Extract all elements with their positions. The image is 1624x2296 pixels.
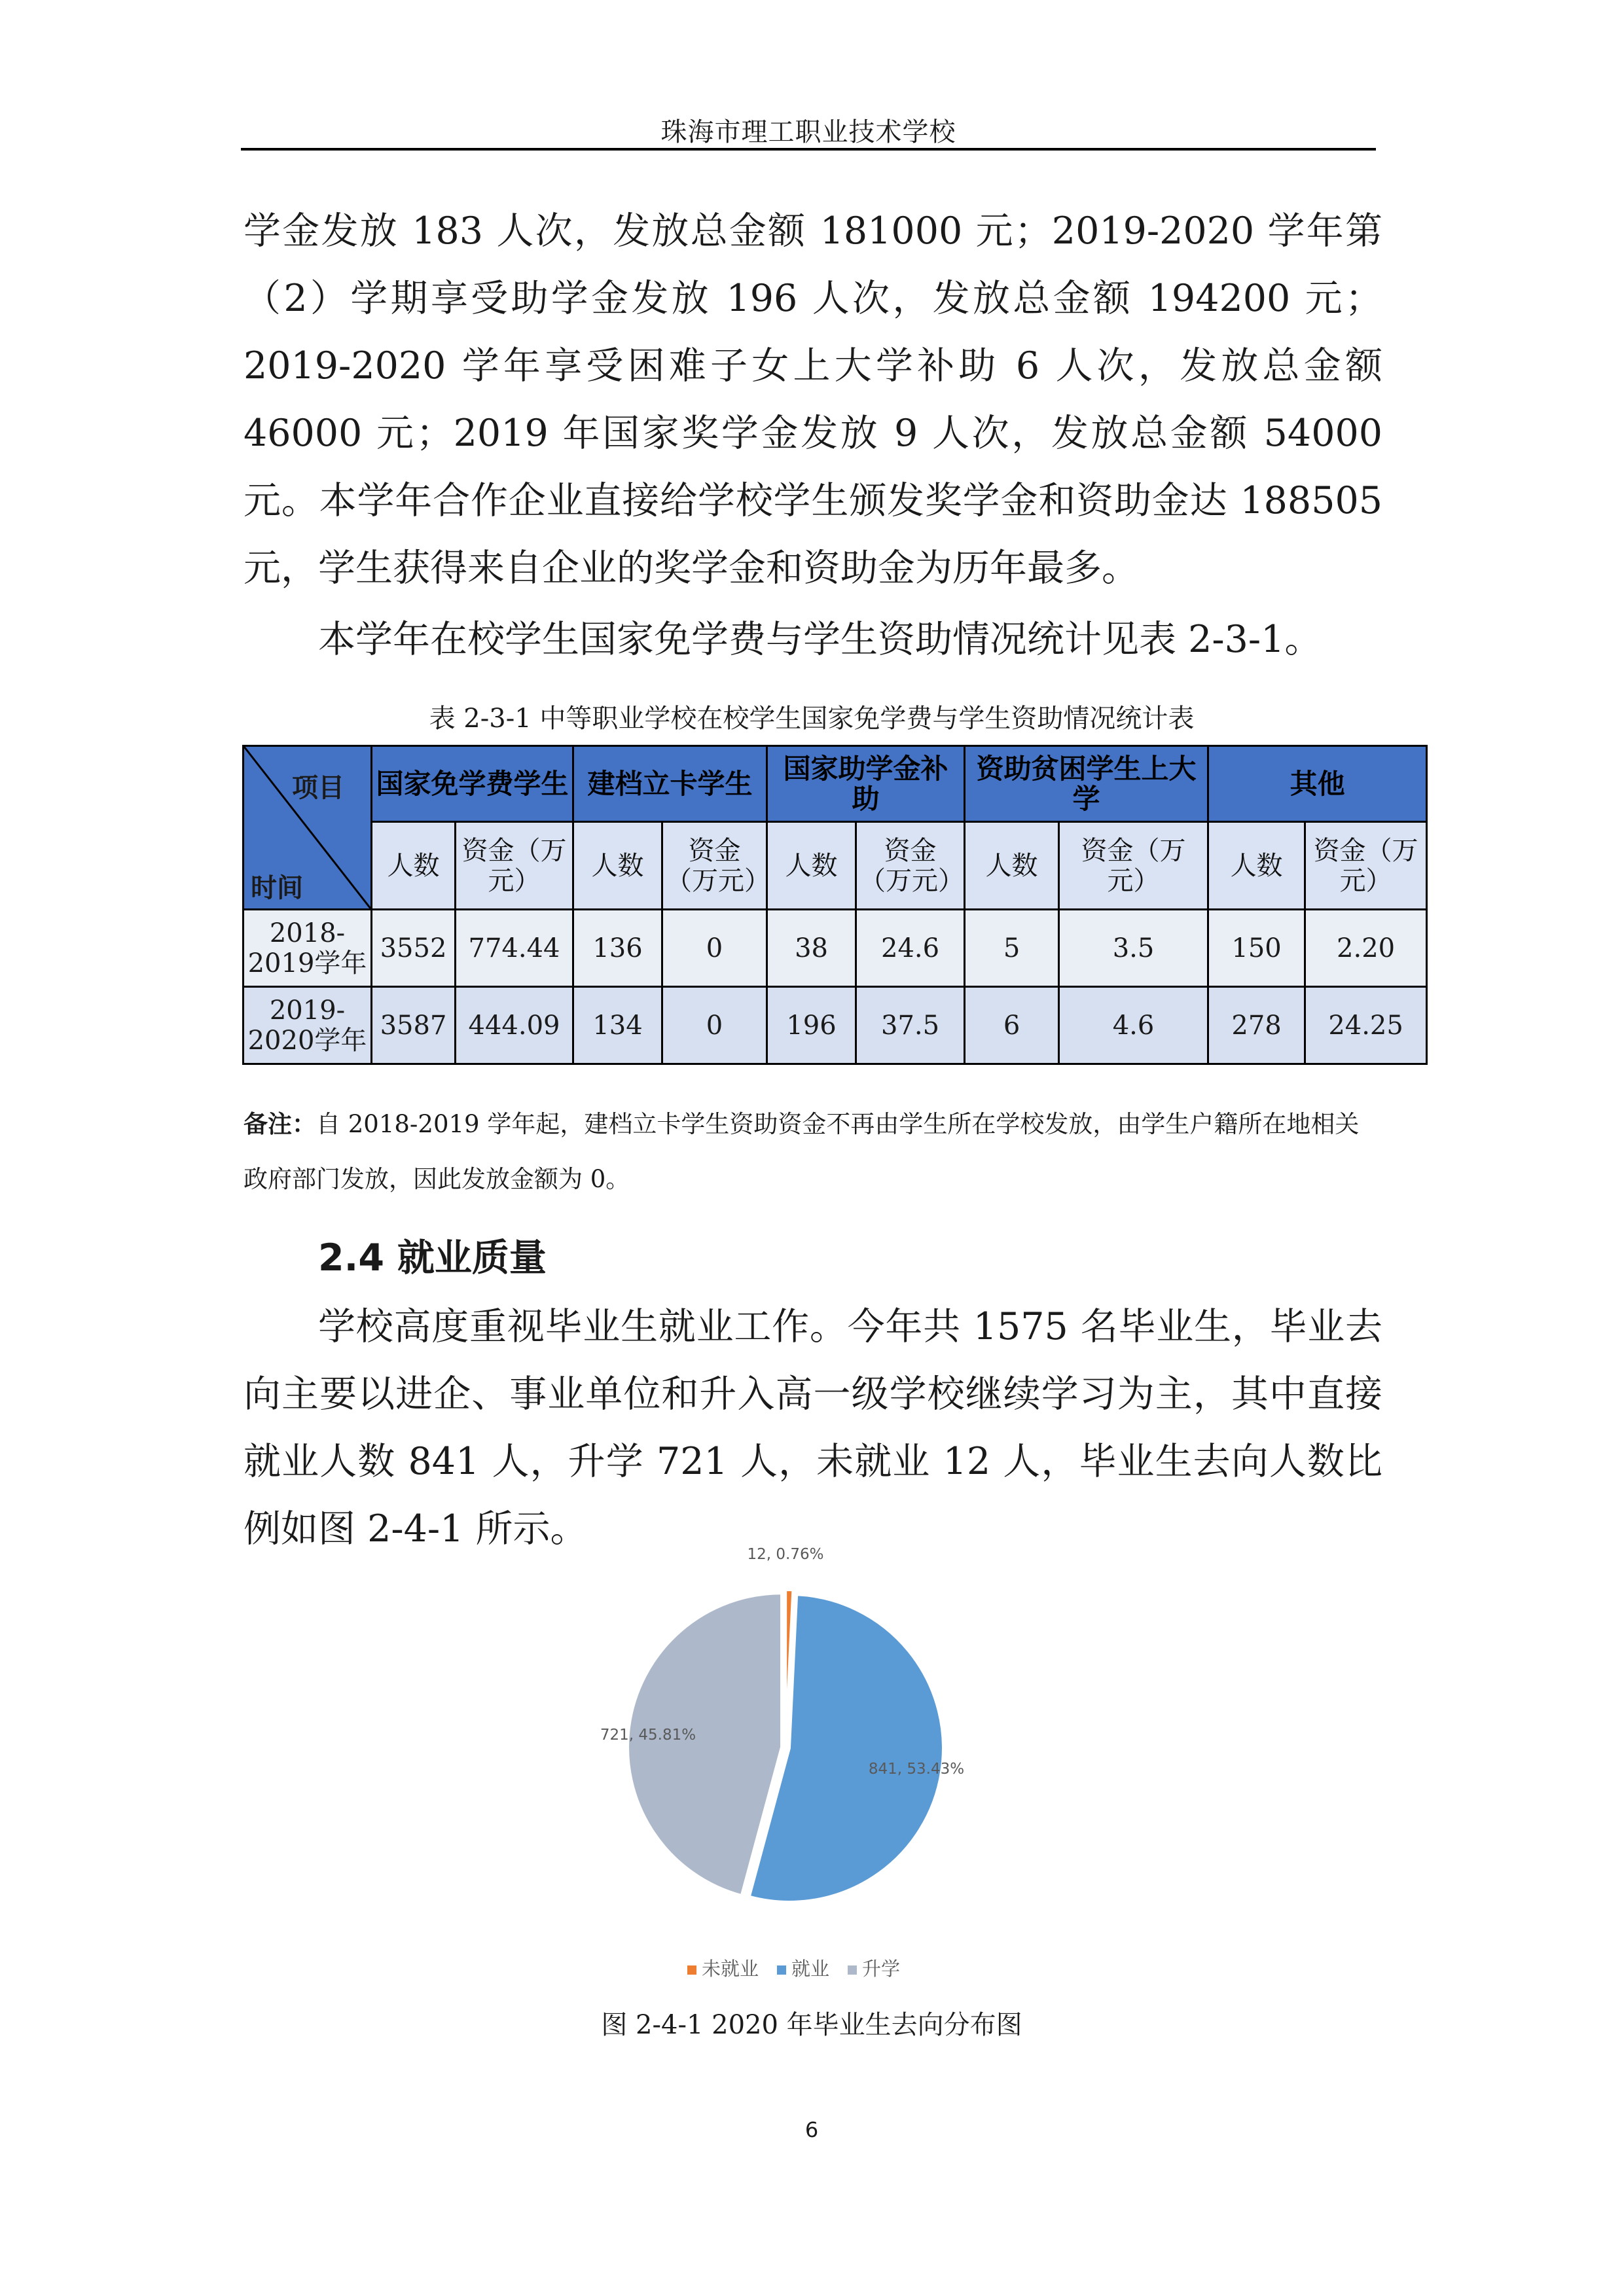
sub-header-count: 人数	[767, 822, 856, 910]
table-cell: 444.09	[456, 987, 573, 1064]
note-label: 备注：	[244, 1110, 316, 1138]
legend-swatch-further-study	[848, 1965, 857, 1975]
table-cell: 24.25	[1305, 987, 1427, 1064]
figure-caption: 图 2-4-1 2020 年毕业生去向分布图	[601, 2010, 1022, 2040]
group-header: 国家免学费学生	[372, 746, 573, 822]
table-row	[244, 987, 1427, 1064]
period-cell: 2018-2019学年	[244, 910, 372, 987]
table-cell: 3552	[372, 910, 456, 987]
table-cell: 38	[767, 910, 856, 987]
sub-header-count: 人数	[1208, 822, 1305, 910]
table-cell: 5	[965, 910, 1059, 987]
table-cell: 2.20	[1305, 910, 1427, 987]
group-header: 建档立卡学生	[573, 746, 767, 822]
scholarship-text: 学金发放 183 人次，发放总金额 181000 元；2019-2020 学年第（2）学期享受助学金发放 196 人次，发放总金额 194200 元；2019-2020 学年享受困难子女上大学补助 6 人次，发放总金额 46000 元；2019 年国家奖学金发放 9 人次，发放总金额 54000 元。本学年合作企业直接给学校学生颁发奖学金和资助金达 188505 元，学生获得来自企业的奖学金和资助金为历年最多。	[244, 209, 1382, 590]
table-row	[244, 910, 1427, 987]
group-header: 资助贫困学生上大学	[965, 746, 1208, 822]
note-text: 自 2018-2019 学年起，建档立卡学生资助资金不再由学生所在学校发放，由学生户籍所在地相关政府部门发放，因此发放金额为 0。	[244, 1110, 1360, 1193]
sub-header-count: 人数	[965, 822, 1059, 910]
table-header-row-1	[244, 746, 1427, 822]
table-cell: 3587	[372, 987, 456, 1064]
employment-text: 学校高度重视毕业生就业工作。今年共 1575 名毕业生，毕业去向主要以进企、事业单位和升入高一级学校继续学习为主，其中直接就业人数 841 人，升学 721 人，未就业 12 人，毕业生去向人数比例如图 2-4-1 所示。	[244, 1305, 1382, 1551]
legend-item	[687, 1954, 759, 1981]
table-intro-text: 本学年在校学生国家免学费与学生资助情况统计见表 2-3-1。	[318, 618, 1322, 661]
legend-label: 就业	[791, 1958, 830, 1980]
page-header-title: 珠海市理工职业技术学校	[660, 117, 956, 147]
header-divider	[241, 148, 1376, 151]
table-header-row-2	[244, 822, 1427, 910]
body-paragraph-scholarship	[244, 198, 1382, 602]
pie-slice-further-study	[628, 1593, 782, 1895]
legend-item	[848, 1954, 900, 1981]
group-header: 其他	[1208, 746, 1427, 822]
group-header: 国家助学金补助	[767, 746, 965, 822]
period-cell: 2019-2020学年	[244, 987, 372, 1064]
legend-label: 未就业	[702, 1958, 759, 1980]
pie-data-label: 841, 53.43%	[868, 1761, 965, 1778]
sub-header-fund: 资金（万元）	[1059, 822, 1208, 910]
table-cell: 0	[662, 910, 767, 987]
corner-label-time: 时间	[251, 873, 303, 903]
legend-label: 升学	[862, 1958, 901, 1980]
table-cell: 37.5	[856, 987, 965, 1064]
sub-header-count: 人数	[573, 822, 662, 910]
sub-header-fund: 资金（万元）	[456, 822, 573, 910]
legend-swatch-employed	[777, 1965, 786, 1975]
aid-statistics-table	[242, 745, 1428, 1065]
table-cell: 196	[767, 987, 856, 1064]
table-note	[244, 1097, 1382, 1207]
table-caption: 表 2-3-1 中等职业学校在校学生国家免学费与学生资助情况统计表	[429, 704, 1195, 734]
table-cell: 4.6	[1059, 987, 1208, 1064]
page-number: 6	[804, 2117, 819, 2142]
sub-header-fund: 资金（万元）	[856, 822, 965, 910]
table-cell: 0	[662, 987, 767, 1064]
table-corner-cell	[244, 746, 372, 910]
body-paragraph-employment	[244, 1293, 1382, 1563]
table-cell: 24.6	[856, 910, 965, 987]
sub-header-fund: 资金（万元）	[662, 822, 767, 910]
table-cell: 278	[1208, 987, 1305, 1064]
table-cell: 150	[1208, 910, 1305, 987]
employment-pie-chart	[589, 1545, 1047, 1924]
pie-data-label: 721, 45.81%	[600, 1727, 696, 1744]
table-cell: 3.5	[1059, 910, 1208, 987]
section-heading: 2.4 就业质量	[318, 1236, 547, 1280]
table-cell: 136	[573, 910, 662, 987]
sub-header-fund: 资金（万元）	[1305, 822, 1427, 910]
sub-header-count: 人数	[372, 822, 456, 910]
table-cell: 134	[573, 987, 662, 1064]
legend-item	[777, 1954, 829, 1981]
pie-data-label: 12, 0.76%	[747, 1546, 824, 1563]
chart-legend	[687, 1954, 900, 1981]
corner-label-item: 项目	[292, 773, 344, 803]
table-cell: 6	[965, 987, 1059, 1064]
table-cell: 774.44	[456, 910, 573, 987]
body-paragraph-table-intro	[244, 606, 1382, 673]
legend-swatch-unemployed	[687, 1965, 696, 1975]
